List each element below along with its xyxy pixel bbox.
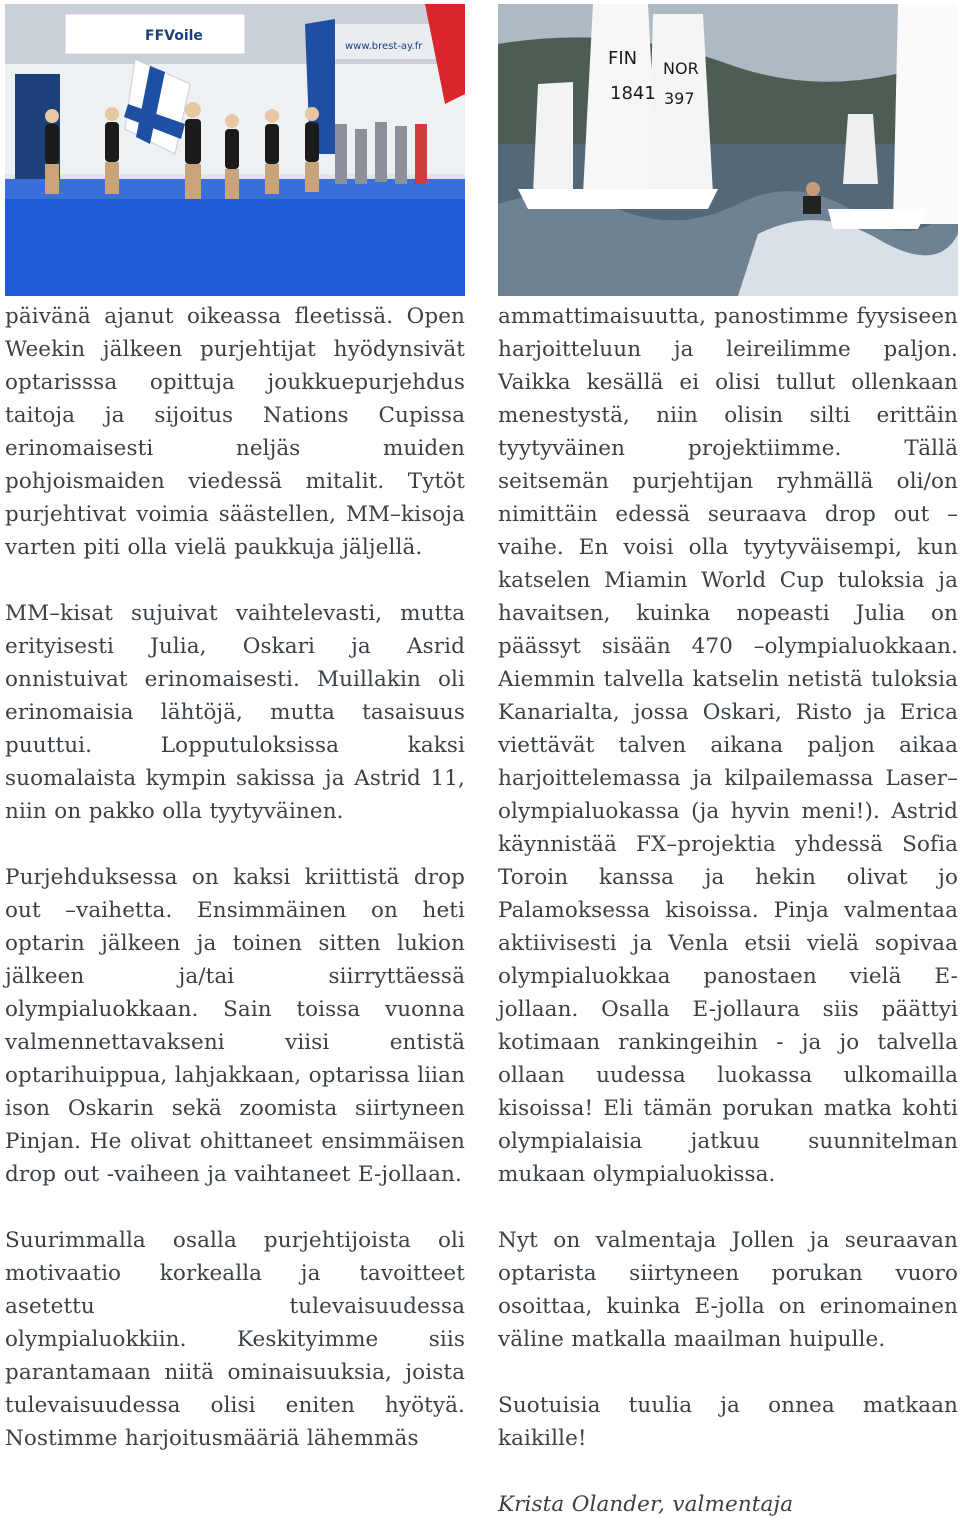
paragraph: päivänä ajanut oikeassa fleetissä. Open Weekin jälkeen purjehtijat hyödynsivät optarisssa opittuja joukkuepurjehdus taitoja ja sijoitus Nations Cupissa erinomaisesti neljäs muiden pohjoismaiden viedessä mitalit. Tytöt purjehtivat voimia säästellen, MM–kisoja varten piti olla vielä paukkuja jäljellä. bbox=[5, 304, 465, 560]
svg-text:www.brest-ay.fr: www.brest-ay.fr bbox=[345, 41, 423, 52]
svg-text:1841: 1841 bbox=[610, 83, 656, 104]
svg-text:397: 397 bbox=[664, 89, 695, 108]
paragraph: ammattimaisuutta, panostimme fyysiseen harjoitteluun ja leireilimme paljon. Vaikka kesällä ei olisi tullut ollenkaan menestystä, niin olisin silti erittäin tyytyväinen projektiimme. Tällä seitsemän purjehtijan ryhmällä oli/on nimittäin edessä seuraava drop out –vaihe. En voisi olla tyytyväisempi, kun katselen Miamin World Cup tuloksia ja havaitsen, kuinka nopeasti Julia on päässyt sisään 470 –olympialuokkaan. Aiemmin talvella katselin netistä tuloksia Kanarialta, jossa Oskari, Risto ja Erica viettävät talven aikana paljon aikaa harjoittelemassa ja kilpailemassa Laser–olympialuokassa (ja hyvin meni!). Astrid käynnistää FX–projektia yhdessä Sofia Toroin kanssa ja hekin olivat jo Palamoksessa kisoissa. Pinja valmentaa aktiivisesti ja Venla etsii vielä sopivaa olympialuokkaa panostaen vielä E-jollaan. Osalla E-jollaura siis päättyi kotimaan rankingeihin - ja jo talvella ollaan uudessa luokassa ulkomailla kisoissa! Eli tämän porukan matka kohti olympialaisia jatkuu suunnitelman mukaan olympialuokissa. bbox=[498, 304, 958, 1187]
paragraph: Nyt on valmentaja Jollen ja seuraavan optarista siirtyneen porukan vuoro osoittaa, kuinka E-jolla on erinomainen väline matkalla maailman huipulle. bbox=[498, 1228, 958, 1352]
article-column-right bbox=[498, 300, 958, 1521]
paragraph: Suotuisia tuulia ja onnea matkaan kaikille! bbox=[498, 1393, 958, 1451]
article-column-left bbox=[5, 300, 465, 1455]
team-parade-photo bbox=[5, 4, 465, 296]
dinghy-race-photo bbox=[498, 4, 958, 296]
team-parade-illustration bbox=[5, 4, 465, 296]
paragraph: MM–kisat sujuivat vaihtelevasti, mutta erityisesti Julia, Oskari ja Asrid onnistuivat erinomaisesti. Muillakin oli erinomaisia lähtöjä, mutta tasaisuus puuttui. Lopputuloksissa kaksi suomalaista kympin sakissa ja Astrid 11, niin on pakko olla tyytyväinen. bbox=[5, 601, 465, 824]
paragraph: Suurimmalla osalla purjehtijoista oli motivaatio korkealla ja tavoitteet asetettu tulevaisuudessa olympialuokkiin. Keskityimme siis parantamaan niitä ominaisuuksia, joista tulevaisuudessa olisi eniten hyötyä. Nostimme harjoitusmääriä lähemmäs bbox=[5, 1228, 465, 1451]
svg-text:NOR: NOR bbox=[663, 59, 699, 78]
svg-text:FIN: FIN bbox=[608, 48, 638, 69]
paragraph: Purjehduksessa on kaksi kriittistä drop out –vaihetta. Ensimmäinen on heti optarin jälkeen ja toinen sitten lukion jälkeen ja/tai siirryttäessä olympialuokkaan. Sain toissa vuonna valmennettavakseni viisi entistä optarihuippua, lahjakkaan, optarissa liian ison Oskarin sekä zoomista siirtyneen Pinjan. He olivat ohittaneet ensimmäisen drop out -vaiheen ja vaihtaneet E-jollaan. bbox=[5, 865, 466, 1187]
dinghy-race-illustration bbox=[498, 4, 958, 296]
svg-text:FFVoile: FFVoile bbox=[145, 28, 203, 44]
author-signature: Krista Olander, valmentaja bbox=[498, 1492, 794, 1517]
